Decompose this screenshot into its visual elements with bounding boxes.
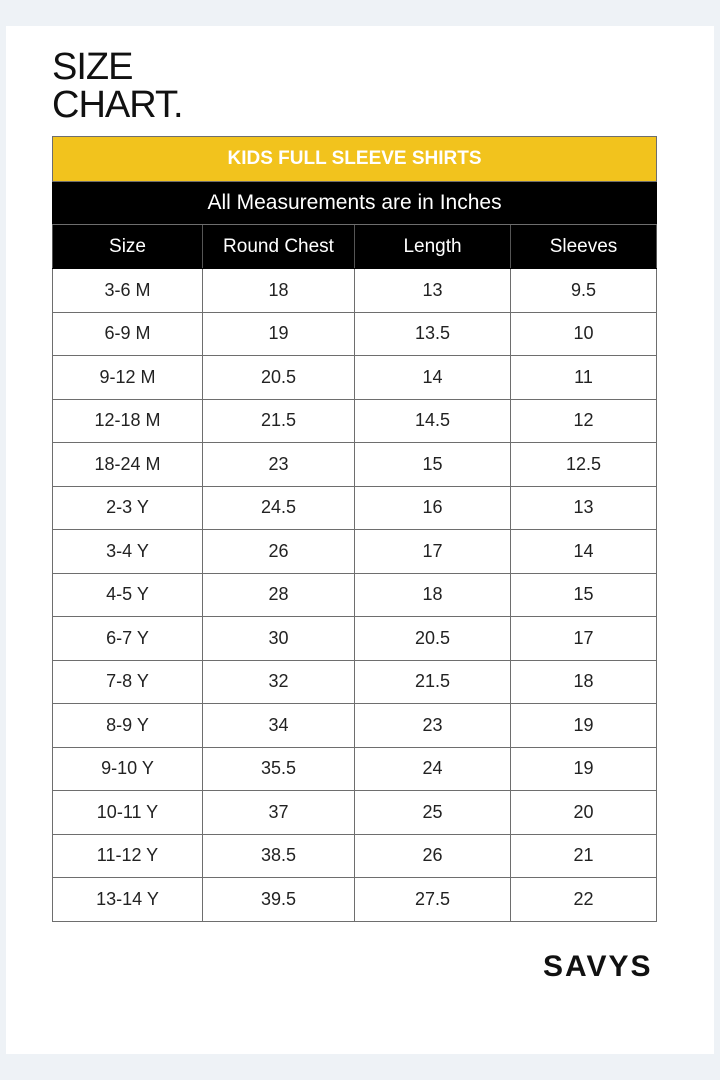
column-header-length: Length — [355, 225, 511, 269]
size-cell: 3-4 Y — [53, 530, 203, 574]
size-cell: 9-10 Y — [53, 747, 203, 791]
table-row — [53, 356, 657, 400]
table-row — [53, 834, 657, 878]
sleeves-cell: 9.5 — [511, 269, 657, 313]
round-chest-cell: 30 — [203, 617, 355, 661]
length-cell: 25 — [355, 791, 511, 835]
title-line-1: SIZE — [52, 46, 133, 88]
table-row — [53, 747, 657, 791]
size-cell: 6-9 M — [53, 312, 203, 356]
table-row — [53, 878, 657, 922]
size-chart-table — [52, 136, 657, 922]
sleeves-cell: 11 — [511, 356, 657, 400]
column-header-round-chest: Round Chest — [203, 225, 355, 269]
length-cell: 14 — [355, 356, 511, 400]
round-chest-cell: 32 — [203, 660, 355, 704]
length-cell: 15 — [355, 443, 511, 487]
sleeves-cell: 21 — [511, 834, 657, 878]
sleeves-cell: 12.5 — [511, 443, 657, 487]
round-chest-cell: 38.5 — [203, 834, 355, 878]
size-cell: 2-3 Y — [53, 486, 203, 530]
page-title — [52, 48, 183, 124]
sleeves-cell: 13 — [511, 486, 657, 530]
table-row — [53, 791, 657, 835]
table-row — [53, 443, 657, 487]
sleeves-cell: 10 — [511, 312, 657, 356]
table-row — [53, 660, 657, 704]
brand-logo: SAVYS — [543, 950, 653, 983]
table-row — [53, 617, 657, 661]
sleeves-cell: 15 — [511, 573, 657, 617]
sleeves-cell: 14 — [511, 530, 657, 574]
length-cell: 27.5 — [355, 878, 511, 922]
round-chest-cell: 37 — [203, 791, 355, 835]
column-header-size: Size — [53, 225, 203, 269]
sleeves-cell: 17 — [511, 617, 657, 661]
size-cell: 18-24 M — [53, 443, 203, 487]
size-cell: 10-11 Y — [53, 791, 203, 835]
table-row — [53, 399, 657, 443]
sleeves-cell: 22 — [511, 878, 657, 922]
column-header-sleeves: Sleeves — [511, 225, 657, 269]
round-chest-cell: 21.5 — [203, 399, 355, 443]
table-header-row — [53, 225, 657, 269]
round-chest-cell: 35.5 — [203, 747, 355, 791]
size-cell: 6-7 Y — [53, 617, 203, 661]
round-chest-cell: 18 — [203, 269, 355, 313]
length-cell: 24 — [355, 747, 511, 791]
length-cell: 17 — [355, 530, 511, 574]
round-chest-cell: 24.5 — [203, 486, 355, 530]
table-subtitle: All Measurements are in Inches — [53, 182, 657, 225]
length-cell: 21.5 — [355, 660, 511, 704]
sleeves-cell: 18 — [511, 660, 657, 704]
table-row — [53, 573, 657, 617]
length-cell: 13.5 — [355, 312, 511, 356]
table-row — [53, 312, 657, 356]
length-cell: 23 — [355, 704, 511, 748]
table-row — [53, 269, 657, 313]
size-cell: 3-6 M — [53, 269, 203, 313]
length-cell: 16 — [355, 486, 511, 530]
size-cell: 9-12 M — [53, 356, 203, 400]
sleeves-cell: 20 — [511, 791, 657, 835]
sleeves-cell: 12 — [511, 399, 657, 443]
title-line-2: CHART. — [52, 84, 183, 126]
round-chest-cell: 19 — [203, 312, 355, 356]
length-cell: 20.5 — [355, 617, 511, 661]
round-chest-cell: 23 — [203, 443, 355, 487]
round-chest-cell: 39.5 — [203, 878, 355, 922]
table-row — [53, 704, 657, 748]
size-cell: 13-14 Y — [53, 878, 203, 922]
size-cell: 4-5 Y — [53, 573, 203, 617]
length-cell: 14.5 — [355, 399, 511, 443]
size-cell: 12-18 M — [53, 399, 203, 443]
table-row — [53, 486, 657, 530]
round-chest-cell: 34 — [203, 704, 355, 748]
size-cell: 7-8 Y — [53, 660, 203, 704]
length-cell: 13 — [355, 269, 511, 313]
size-cell: 8-9 Y — [53, 704, 203, 748]
table-banner: KIDS FULL SLEEVE SHIRTS — [53, 137, 657, 182]
sleeves-cell: 19 — [511, 747, 657, 791]
length-cell: 26 — [355, 834, 511, 878]
round-chest-cell: 26 — [203, 530, 355, 574]
length-cell: 18 — [355, 573, 511, 617]
table-banner-row — [53, 137, 657, 182]
round-chest-cell: 20.5 — [203, 356, 355, 400]
size-cell: 11-12 Y — [53, 834, 203, 878]
table-subtitle-row — [53, 182, 657, 225]
round-chest-cell: 28 — [203, 573, 355, 617]
table-row — [53, 530, 657, 574]
sleeves-cell: 19 — [511, 704, 657, 748]
